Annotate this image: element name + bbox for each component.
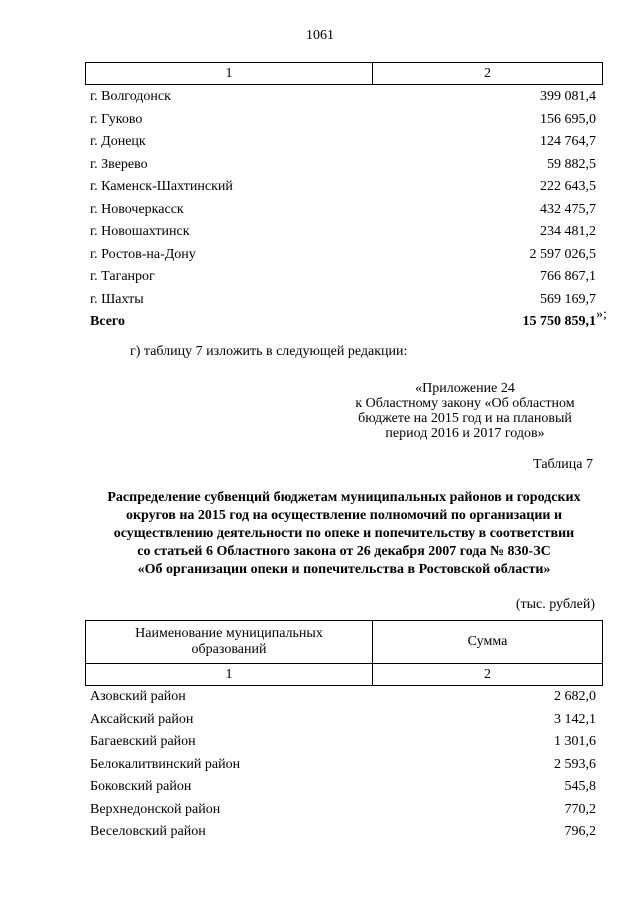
table-row (90, 199, 596, 222)
table-row (90, 244, 596, 267)
header-line: образований (191, 642, 267, 657)
row-value: 124 764,7 (540, 134, 596, 149)
row-name: Багаевский район (90, 734, 196, 749)
appendix-line: бюджете на 2015 год и на плановый (358, 411, 572, 426)
caption-line: Распределение субвенций бюджетам муниципальных районов и городских (107, 490, 581, 505)
row-value: 545,8 (564, 779, 596, 794)
row-name: г. Зверево (90, 156, 148, 172)
row-value: 2 682,0 (554, 689, 596, 704)
table-row (90, 131, 596, 154)
appendix-line: период 2016 и 2017 годов» (385, 426, 545, 441)
row-name: г. Новошахтинск (90, 224, 190, 239)
table1-col1-number: 1 (86, 63, 373, 85)
row-name: Аксайский район (90, 711, 194, 727)
row-value: 2 597 026,5 (529, 246, 596, 262)
row-value: 432 475,7 (540, 201, 596, 217)
total-value: 15 750 859,1 (522, 314, 596, 329)
row-name: г. Донецк (90, 134, 146, 149)
header-line: Наименование муниципальных (135, 626, 323, 641)
row-value: 569 169,7 (540, 291, 596, 307)
page-number: 1061 (306, 28, 334, 43)
table-caption (80, 489, 608, 579)
row-name: г. Шахты (90, 291, 144, 307)
row-name: Боковский район (90, 779, 192, 794)
table2-col1-number: 1 (86, 664, 373, 686)
total-row (90, 311, 596, 334)
row-value: 770,2 (564, 801, 596, 817)
total-label: Всего (90, 314, 125, 329)
table-row (90, 109, 596, 132)
row-value: 2 593,6 (554, 756, 596, 772)
table-row (90, 776, 596, 799)
instruction-text: г) таблицу 7 изложить в следующей редакции: (130, 344, 408, 359)
table-row (90, 289, 596, 312)
table2-header (85, 620, 603, 686)
table-row (90, 154, 596, 177)
caption-line: округов на 2015 год на осуществление полномочий по организации и (125, 508, 563, 523)
table2-body (90, 686, 596, 844)
row-value: 1 301,6 (554, 734, 596, 749)
row-value: 399 081,4 (540, 89, 596, 104)
appendix-line: «Приложение 24 (415, 381, 515, 396)
table1-header (85, 62, 603, 85)
caption-line: осуществлению деятельности по опеке и попечительству в соответствии (113, 526, 575, 541)
units-label: (тыс. рублей) (515, 597, 595, 612)
row-name: г. Гуково (90, 111, 143, 127)
row-value: 3 142,1 (554, 711, 596, 727)
table2-col2-header: Сумма (373, 621, 603, 664)
table1-col2-number: 2 (373, 63, 603, 85)
row-value: 796,2 (564, 824, 596, 839)
table-row (90, 731, 596, 754)
row-name: Белокалитвинский район (90, 756, 241, 772)
caption-line: со статьей 6 Областного закона от 26 декабря 2007 года № 830-ЗС (137, 544, 551, 559)
caption-line: «Об организации опеки и попечительства в Ростовской области» (137, 562, 551, 577)
row-name: г. Ростов-на-Дону (90, 246, 196, 262)
table-label: Таблица 7 (533, 457, 593, 472)
table-row (90, 754, 596, 777)
row-name: Веселовский район (90, 824, 206, 839)
total-suffix: »; (596, 307, 607, 322)
table2-col2-number: 2 (373, 664, 603, 686)
table-row (90, 221, 596, 244)
table-row (90, 709, 596, 732)
row-value: 766 867,1 (540, 269, 596, 284)
appendix-line: к Областному закону «Об областном (355, 396, 575, 411)
table-row (90, 686, 596, 709)
table1-body (90, 86, 596, 334)
table-row (90, 266, 596, 289)
table-row (90, 176, 596, 199)
table2-col1-header (86, 621, 373, 664)
row-name: г. Каменск-Шахтинский (90, 179, 233, 194)
row-name: Азовский район (90, 689, 186, 704)
appendix-reference (340, 381, 590, 441)
row-value: 222 643,5 (540, 179, 596, 194)
row-value: 59 882,5 (547, 156, 596, 172)
row-value: 156 695,0 (540, 111, 596, 127)
row-name: г. Волгодонск (90, 89, 171, 104)
table-row (90, 86, 596, 109)
row-value: 234 481,2 (540, 224, 596, 239)
row-name: г. Новочеркасск (90, 201, 184, 217)
row-name: Верхнедонской район (90, 801, 221, 817)
row-name: г. Таганрог (90, 269, 155, 284)
table-row (90, 821, 596, 844)
table-row (90, 799, 596, 822)
